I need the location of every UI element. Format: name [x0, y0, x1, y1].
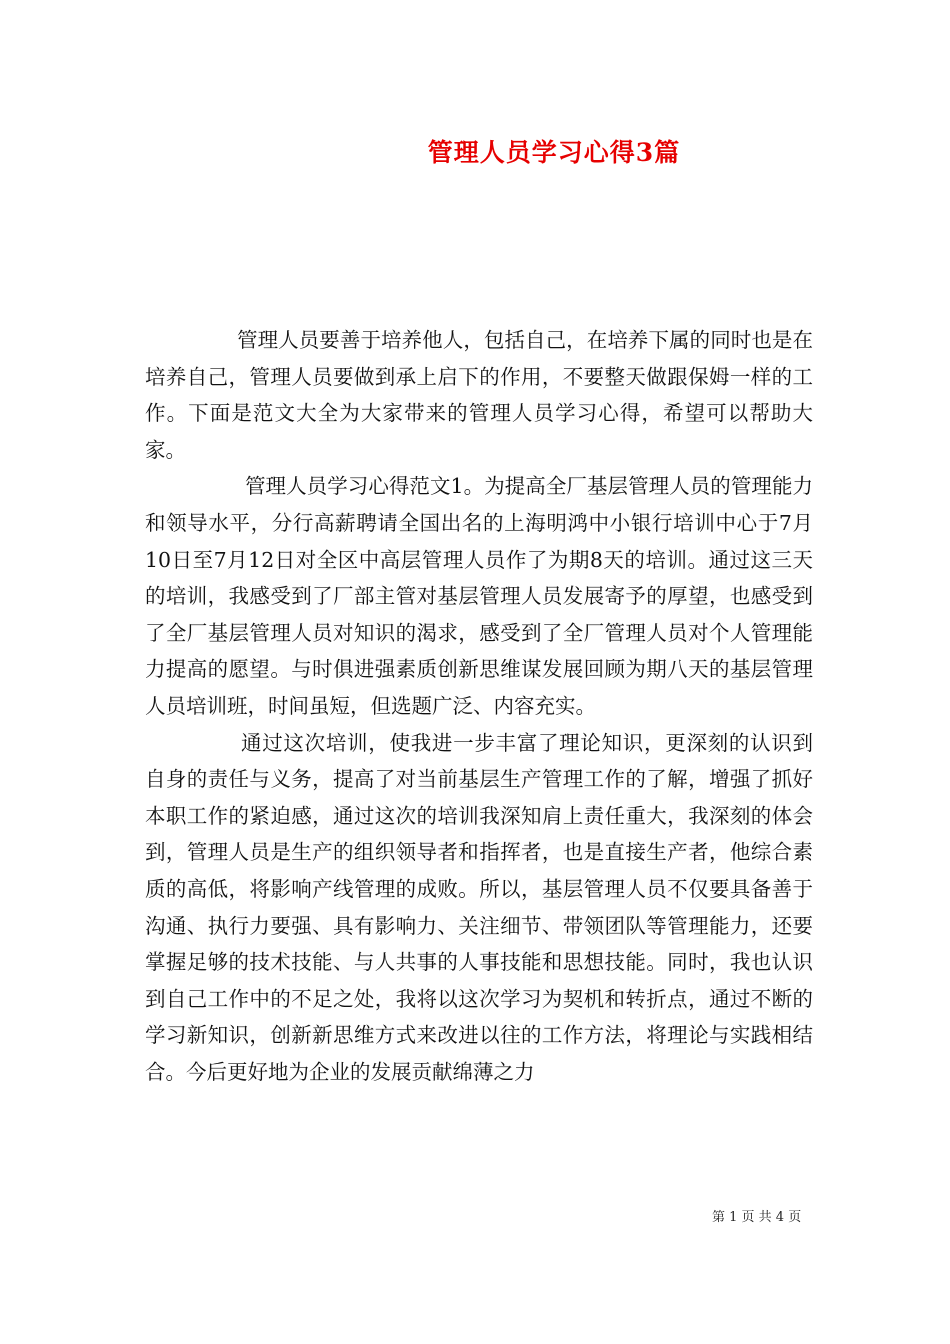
document-title: [0, 133, 950, 169]
document-body: [145, 322, 813, 1090]
paragraph-training-reflection: 通过这次培训，使我进一步丰富了理论知识，更深刻的认识到自身的责任与义务，提高了对当前基层生产管理工作的了解，增强了抓好本职工作的紧迫感，通过这次的培训我深知肩上责任重大，我深刻的体会到，管理人员是生产的组织领导者和指挥者，也是直接生产者，他综合素质的高低，将影响产线管理的成败。所以，基层管理人员不仅要具备善于沟通、执行力要强、具有影响力、关注细节、带领团队等管理能力，还要掌握足够的技术技能、与人共事的人事技能和思想技能。同时，我也认识到自己工作中的不足之处，我将以这次学习为契机和转折点，通过不断的学习新知识，创新新思维方式来改进以往的工作方法，将理论与实践相结合。今后更好地为企业的发展贡献绵薄之力: [145, 730, 813, 1084]
document-title-text: 管理人员学习心得3篇: [427, 138, 681, 167]
paragraph-sample-1: 管理人员学习心得范文1。为提高全厂基层管理人员的管理能力和领导水平，分行高薪聘请全国出名的上海明鸿中小银行培训中心于7月10日至7月12日对全区中高层管理人员作了为期8天的培训。通过这三天的培训，我感受到了厂部主管对基层管理人员发展寄予的厚望，也感受到了全厂基层管理人员对知识的渴求，感受到了全厂管理人员对个人管理能力提高的愿望。与时俱进强素质创新思维谋发展回顾为期八天的基层管理人员培训班，时间虽短，但选题广泛、内容充实。: [145, 474, 813, 718]
page-footer: 第 1 页 共 4 页: [712, 1210, 802, 1225]
paragraph-intro: 管理人员要善于培养他人，包括自己，在培养下属的同时也是在培养自己，管理人员要做到承上启下的作用，不要整天做跟保姆一样的工作。下面是范文大全为大家带来的管理人员学习心得，希望可以帮助大家。: [145, 328, 813, 462]
